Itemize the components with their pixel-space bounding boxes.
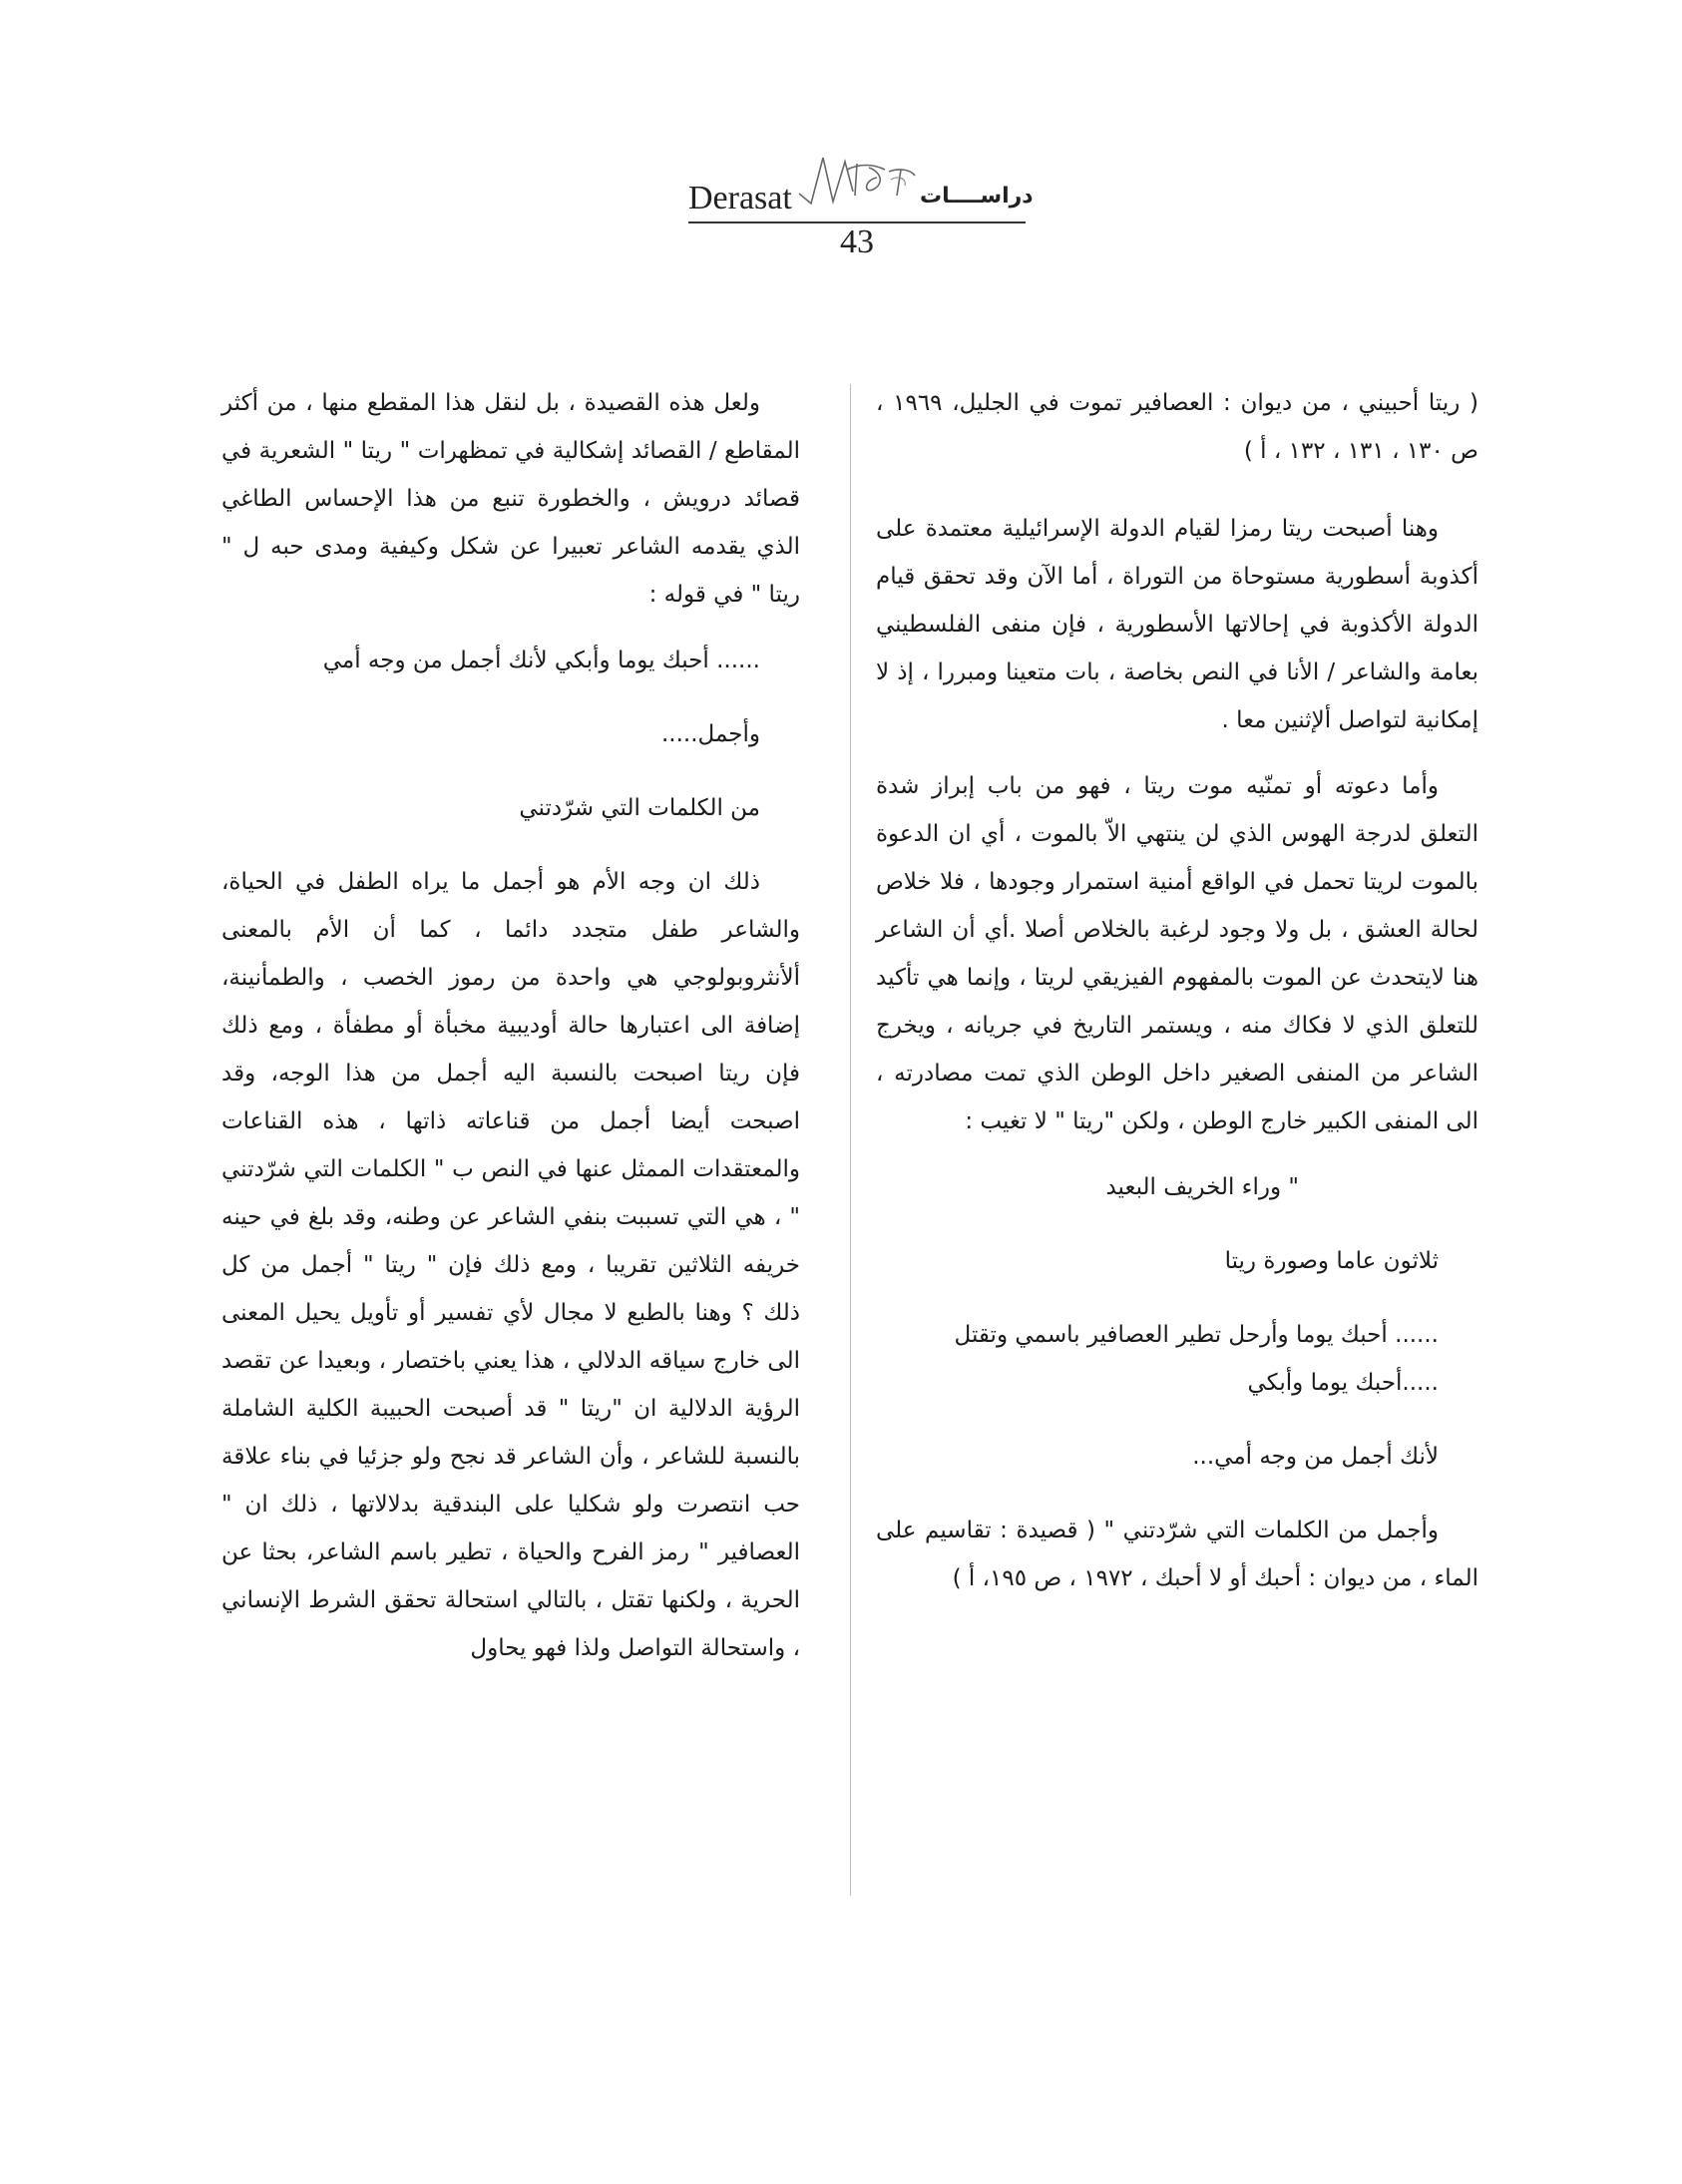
verse-line: ...... أحبك يوما وأرحل تطير العصافير باسمي وتقتل .....أحبك يوما وأبكي xyxy=(954,1322,1439,1396)
body-paragraph: وهنا أصبحت ريتا رمزا لقيام الدولة الإسرائيلية معتمدة على أكذوبة أسطورية مستوحاة من التوراة ، أما الآن وقد تحقق قيام الدولة الأكذوبة في إحالاتها الأسطورية ، فإن منفى الفلسطيني بعامة والشاعر / الأنا في النص بخاصة ، بات متعينا ومبررا ، إذ لا إمكانية لتواصل ألإثنين معا . xyxy=(876,516,1478,733)
body-paragraph: ولعل هذه القصيدة ، بل لنقل هذا المقطع منها ، من أكثر المقاطع / القصائد إشكالية في تمظهرات " ريتا " الشعرية في قصائد درويش ، والخطورة تنبع من هذا الإحساس الطاغي الذي يقدمه الشاعر تعبيرا عن شكل وكيفية ومدى حبه ل " ريتا " في قوله : xyxy=(221,390,800,608)
page-header xyxy=(688,150,1034,260)
left-column xyxy=(221,379,800,1690)
body-paragraph: ذلك ان وجه الأم هو أجمل ما يراه الطفل في الحياة، والشاعر طفل متجدد دائما ، كما أن الأم بالمعنى ألأنثروبولوجي هي واحدة من رموز الخصب ، والطمأنينة، إضافة الى اعتبارها حالة أوديبية مخبأة أو مطفأة ، ومع ذلك فإن ريتا اصبحت بالنسبة اليه أجمل من هذا الوجه، وقد اصبحت أيضا أجمل من قناعاته ذاتها ، هذه القناعات والمعتقدات الممثل عنها في النص ب " الكلمات التي شرّدتني " ، هي التي تسببت بنفي الشاعر عن وطنه، وقد بلغ في حينه خريفه الثلاثين تقريبا ، ومع ذلك فإن " ريتا " أجمل من كل ذلك ؟ وهنا بالطبع لا مجال لأي تفسير أو تأويل يحيل المعنى الى خارج سياقه الدلالي ، هذا يعني باختصار ، وبعيدا عن تقصد الرؤية الدلالية ان "ريتا " قد أصبحت الحبيبة الكلية الشاملة بالنسبة للشاعر ، وأن الشاعر قد نجح ولو جزئيا في بناء علاقة حب انتصرت ولو شكليا على البندقية بدلالاتها ، ذلك ان " العصافير " رمز الفرح والحياة ، تطير باسم الشاعر، بحثا عن الحرية ، ولكنها تقتل ، بالتالي استحالة تحقق الشرط الإنساني ، واستحالة التواصل ولذا فهو يحاول xyxy=(221,869,800,1661)
citation-paragraph: ( ريتا أحبيني ، من ديوان : العصافير تموت في الجليل، ١٩٦٩ ، ص ١٣٠ ، ١٣١ ، ١٣٢ ، أ ) xyxy=(876,390,1478,464)
right-column xyxy=(876,379,1478,1620)
body-paragraph: وأجمل من الكلمات التي شرّدتني " ( قصيدة : تقاسيم على الماء ، من ديوان : أحبك أو لا أحبك ، ١٩٧٢ ، ص ١٩٥، أ ) xyxy=(876,1518,1478,1591)
verse-line: من الكلمات التي شرّدتني xyxy=(519,795,760,821)
verse-line: لأنك أجمل من وجه أمي... xyxy=(1192,1444,1439,1470)
verse-line: وأجمل..... xyxy=(661,721,760,747)
journal-title-arabic: دراســــات xyxy=(920,184,1034,209)
verse-line: " وراء الخريف البعيد xyxy=(1105,1174,1299,1200)
verse-line: ...... أحبك يوما وأبكي لأنك أجمل من وجه أمي xyxy=(322,648,760,673)
verse-line: ثلاثون عاما وصورة ريتا xyxy=(1224,1248,1439,1274)
journal-title-latin: Derasat xyxy=(688,180,792,217)
column-divider xyxy=(850,384,851,1896)
body-paragraph: وأما دعوته أو تمنّيه موت ريتا ، فهو من باب إبراز شدة التعلق لدرجة الهوس الذي لن ينتهي الاّ بالموت ، أي ان الدعوة بالموت لريتا تحمل في الواقع أمنية استمرار وجودها ، فلا خلاص لحالة العشق ، بل ولا وجود لرغبة بالخلاص أصلا .أي أن الشاعر هنا لايتحدث عن الموت بالمفهوم الفيزيقي لريتا ، وإنما هي تأكيد للتعلق الذي لا فكاك منه ، ويستمر التاريخ في جريانه ، ويخرج الشاعر من المنفى الصغير داخل الوطن الذي تمت مصادرته ، الى المنفى الكبير خارج الوطن ، ولكن "ريتا " لا تغيب : xyxy=(876,773,1478,1134)
page-number: 43 xyxy=(840,223,874,260)
journal-logo-icon xyxy=(793,150,923,210)
